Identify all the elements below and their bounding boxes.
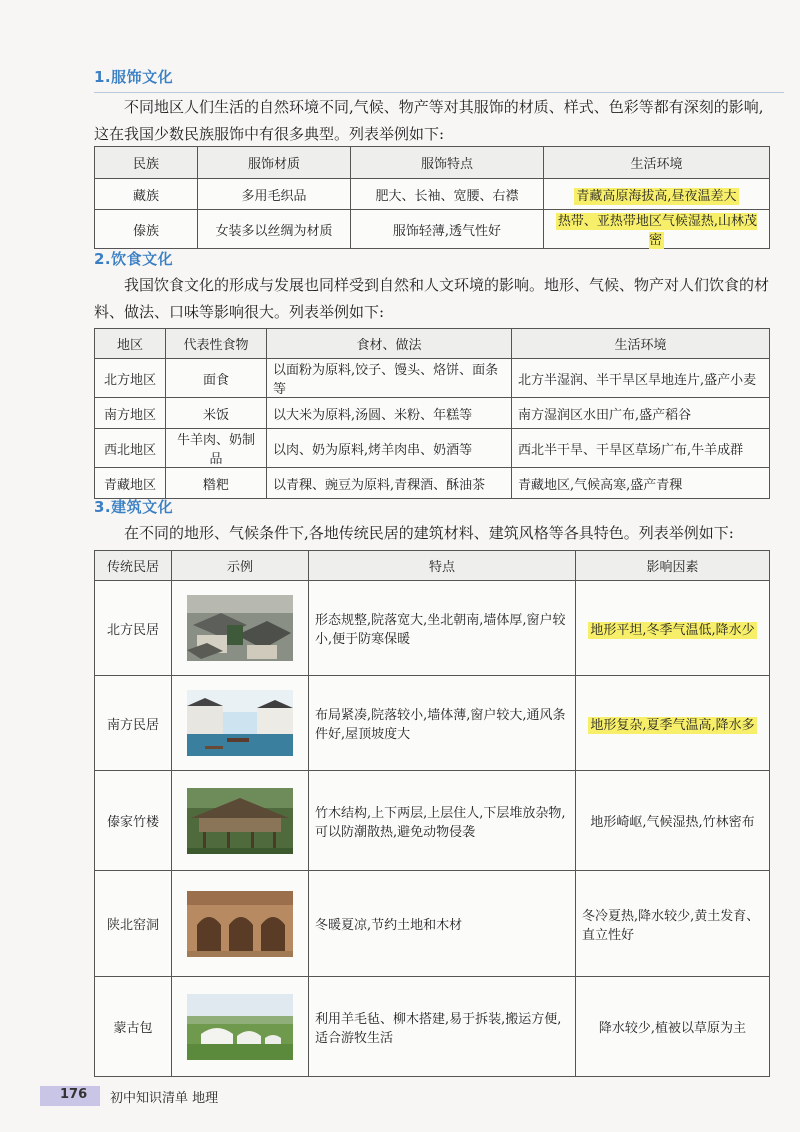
table-header: 影响因素 xyxy=(576,551,770,581)
table-header-row xyxy=(95,329,770,359)
table-cell: 西北半干旱、干旱区草场广布,牛羊成群 xyxy=(512,429,770,468)
table-header-row xyxy=(95,147,770,179)
highlighted-text: 热带、亚热带地区气候湿热,山林茂密 xyxy=(557,214,758,248)
table-cell: 女装多以丝绸为材质 xyxy=(198,210,351,249)
paragraph-architecture-text: 在不同的地形、气候条件下,各地传统民居的建筑材料、建筑风格等各具特色。列表举例如下: xyxy=(124,524,734,542)
table-header: 服饰材质 xyxy=(198,147,351,179)
table-cell: 以肉、奶为原料,烤羊肉串、奶酒等 xyxy=(267,429,512,468)
table-header-row xyxy=(95,551,770,581)
table-cell xyxy=(576,676,770,771)
table-row xyxy=(95,977,770,1077)
table-cell: 傣家竹楼 xyxy=(95,771,172,871)
table-cell: 以面粉为原料,饺子、馒头、烙饼、面条等 xyxy=(267,359,512,398)
table-cell: 青藏地区,气候高寒,盛产青稞 xyxy=(512,468,770,499)
table-cell: 服饰轻薄,透气性好 xyxy=(351,210,544,249)
table-cell: 利用羊毛毡、柳木搭建,易于拆装,搬运方便,适合游牧生活 xyxy=(309,977,576,1077)
table-row xyxy=(95,581,770,676)
photo-cell xyxy=(172,977,309,1077)
table-header: 代表性食物 xyxy=(166,329,267,359)
paragraph-clothing-text: 不同地区人们生活的自然环境不同,气候、物产等对其服饰的材质、样式、色彩等都有深刻的影响,这在我国少数民族服饰中有很多典型。列表举例如下: xyxy=(94,98,764,143)
table-header: 特点 xyxy=(309,551,576,581)
architecture-table xyxy=(94,550,770,1077)
southern-watertown-photo xyxy=(187,690,293,756)
table-cell: 北方半湿润、半干旱区旱地连片,盛产小麦 xyxy=(512,359,770,398)
paragraph-food xyxy=(94,272,774,326)
table-row xyxy=(95,676,770,771)
table-cell: 以大米为原料,汤圆、米粉、年糕等 xyxy=(267,398,512,429)
cave-dwelling-photo xyxy=(187,891,293,957)
table-row xyxy=(95,210,770,249)
table-row xyxy=(95,871,770,977)
table-header: 服饰特点 xyxy=(351,147,544,179)
table-cell: 傣族 xyxy=(95,210,198,249)
table-cell: 蒙古包 xyxy=(95,977,172,1077)
table-cell: 北方民居 xyxy=(95,581,172,676)
section-title-food: 2.饮食文化 xyxy=(94,250,174,268)
table-cell: 米饭 xyxy=(166,398,267,429)
table-cell: 冬冷夏热,降水较少,黄土发育、直立性好 xyxy=(576,871,770,977)
food-table xyxy=(94,328,770,499)
table-cell: 地形崎岖,气候湿热,竹林密布 xyxy=(576,771,770,871)
highlighted-text: 地形平坦,冬季气温低,降水少 xyxy=(590,622,755,638)
table-cell: 竹木结构,上下两层,上层住人,下层堆放杂物,可以防潮散热,避免动物侵袭 xyxy=(309,771,576,871)
table-header: 生活环境 xyxy=(544,147,770,179)
photo-cell xyxy=(172,676,309,771)
clothing-table xyxy=(94,146,770,249)
table-header: 食材、做法 xyxy=(267,329,512,359)
table-cell: 形态规整,院落宽大,坐北朝南,墙体厚,窗户较小,便于防寒保暖 xyxy=(309,581,576,676)
table-cell: 肥大、长袖、宽腰、右襟 xyxy=(351,179,544,210)
photo-cell xyxy=(172,771,309,871)
table-cell xyxy=(544,210,770,249)
table-cell: 冬暖夏凉,节约土地和木材 xyxy=(309,871,576,977)
table-row xyxy=(95,429,770,468)
highlighted-text: 青藏高原海拔高,昼夜温差大 xyxy=(576,188,737,204)
paragraph-food-text: 我国饮食文化的形成与发展也同样受到自然和人文环境的影响。地形、气候、物产对人们饮食的材料、做法、口味等影响很大。列表举例如下: xyxy=(94,276,770,321)
table-header: 示例 xyxy=(172,551,309,581)
table-header: 生活环境 xyxy=(512,329,770,359)
table-cell: 多用毛织品 xyxy=(198,179,351,210)
table-cell: 南方湿润区水田广布,盛产稻谷 xyxy=(512,398,770,429)
table-cell: 北方地区 xyxy=(95,359,166,398)
table-cell: 降水较少,植被以草原为主 xyxy=(576,977,770,1077)
table-row xyxy=(95,359,770,398)
table-cell: 牛羊肉、奶制品 xyxy=(166,429,267,468)
table-header: 传统民居 xyxy=(95,551,172,581)
northern-courtyard-photo xyxy=(187,595,293,661)
table-row xyxy=(95,398,770,429)
book-title: 初中知识清单 地理 xyxy=(110,1091,219,1106)
table-cell: 西北地区 xyxy=(95,429,166,468)
photo-cell xyxy=(172,871,309,977)
table-cell: 布局紧凑,院落较小,墙体薄,窗户较大,通风条件好,屋顶坡度大 xyxy=(309,676,576,771)
table-header: 民族 xyxy=(95,147,198,179)
table-row xyxy=(95,771,770,871)
table-header: 地区 xyxy=(95,329,166,359)
section-title-architecture: 3.建筑文化 xyxy=(94,498,174,516)
mongolian-yurt-photo xyxy=(187,994,293,1060)
table-row xyxy=(95,179,770,210)
table-cell: 以青稞、豌豆为原料,青稞酒、酥油茶 xyxy=(267,468,512,499)
table-cell: 南方民居 xyxy=(95,676,172,771)
table-cell xyxy=(544,179,770,210)
page-number: 176 xyxy=(60,1087,88,1102)
highlighted-text: 地形复杂,夏季气温高,降水多 xyxy=(590,717,755,733)
divider xyxy=(94,92,784,93)
photo-cell xyxy=(172,581,309,676)
table-cell: 青藏地区 xyxy=(95,468,166,499)
paragraph-clothing xyxy=(94,94,774,148)
table-cell xyxy=(576,581,770,676)
table-row xyxy=(95,468,770,499)
table-cell: 陕北窑洞 xyxy=(95,871,172,977)
dai-bamboo-house-photo xyxy=(187,788,293,854)
section-title-clothing: 1.服饰文化 xyxy=(94,68,174,86)
table-cell: 南方地区 xyxy=(95,398,166,429)
paragraph-architecture xyxy=(94,520,774,547)
table-cell: 藏族 xyxy=(95,179,198,210)
table-cell: 糌粑 xyxy=(166,468,267,499)
table-cell: 面食 xyxy=(166,359,267,398)
